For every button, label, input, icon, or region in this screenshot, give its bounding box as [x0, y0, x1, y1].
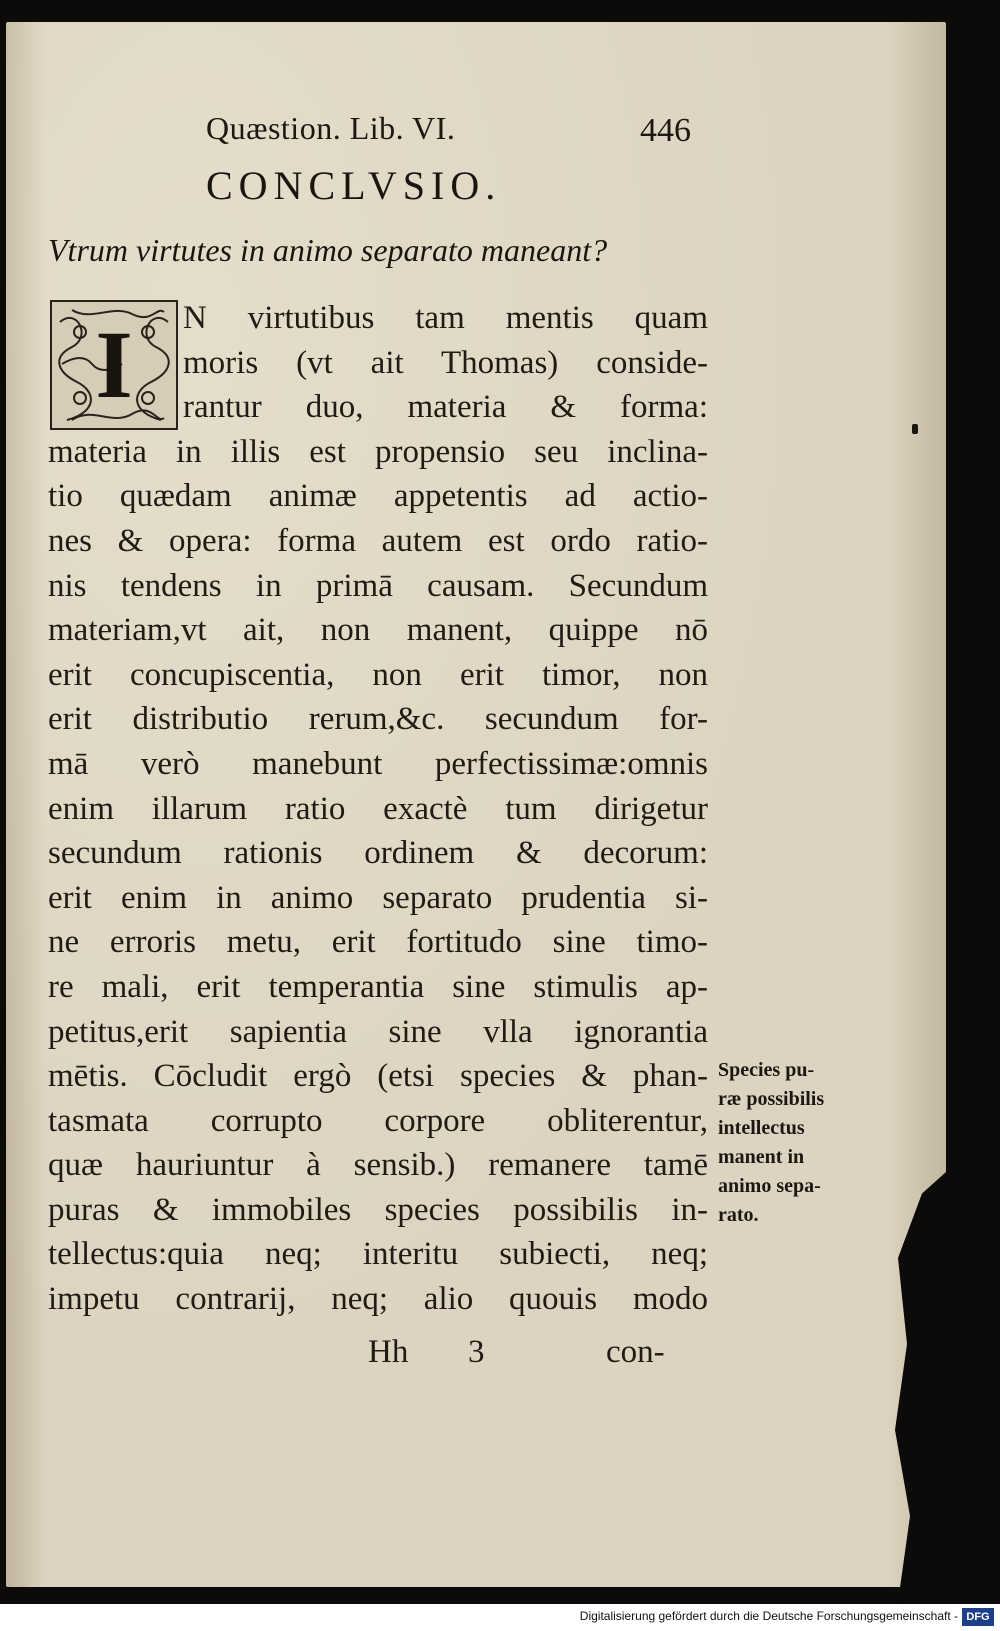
text-line: petitus,erit sapientia sine vlla ignorantia [48, 1013, 708, 1050]
page-number: 446 [640, 112, 691, 149]
text-body [48, 296, 708, 1322]
text-line: re mali, erit temperantia sine stimulis ap- [48, 968, 708, 1005]
footer-bar [0, 1604, 1000, 1631]
text-line: moris (vt ait Thomas) conside- [183, 344, 708, 381]
marginal-note-line: intellectus [718, 1117, 805, 1139]
text-line: materiam,vt ait, non manent, quippe nō [48, 612, 708, 649]
text-line: erit distributio rerum,&c. secundum for- [48, 701, 708, 738]
text-line: erit concupiscentia, non erit timor, non [48, 656, 708, 693]
text-line: tasmata corrupto corpore obliterentur, [48, 1102, 708, 1139]
text-line: mētis. Cōcludit ergò (etsi species & phan- [48, 1058, 708, 1095]
signature-mark: Hh [368, 1334, 409, 1370]
text-line: tio quædam animæ appetentis ad actio- [48, 478, 708, 515]
signature-number: 3 [468, 1334, 485, 1370]
marginal-note-line: manent in [718, 1146, 805, 1168]
text-line: materia in illis est propensio seu inclina- [48, 433, 708, 470]
marginal-note [718, 1056, 878, 1230]
text-line: mā verò manebunt perfectissimæ:omnis [48, 745, 708, 782]
marginal-note-line: rato. [718, 1204, 759, 1226]
section-heading: CONCLVSIO. [206, 163, 502, 208]
text-line: secundum rationis ordinem & decorum: [48, 835, 708, 872]
text-line: puras & immobiles species possibilis in- [48, 1191, 708, 1228]
text-line: nes & opera: forma autem est ordo ratio- [48, 522, 708, 559]
text-line: enim illarum ratio exactè tum dirigetur [48, 790, 708, 827]
torn-page-edge [886, 1172, 946, 1602]
marginal-note-line: ræ possibilis [718, 1088, 825, 1110]
catchword: con- [606, 1334, 665, 1370]
ink-spot [912, 424, 918, 434]
funding-credit: Digitalisierung gefördert durch die Deutsche Forschungsgemeinschaft - [579, 1609, 958, 1623]
question-heading: Vtrum virtutes in animo separato maneant? [48, 232, 608, 268]
text-line: N virtutibus tam mentis quam [183, 300, 708, 336]
text-line: ne erroris metu, erit fortitudo sine timo- [48, 924, 708, 961]
text-line: nis tendens in primā causam. Secundum [48, 567, 708, 604]
text-line: erit enim in animo separato prudentia si- [48, 879, 708, 916]
text-line: quæ hauriuntur à sensib.) remanere tamē [48, 1147, 708, 1184]
dfg-logo: DFG [962, 1608, 994, 1626]
marginal-note-line: animo sepa- [718, 1175, 821, 1197]
marginal-note-line: Species pu- [718, 1059, 815, 1081]
initial-letter: I [95, 311, 133, 418]
text-line: tellectus:quia neq; interitu subiecti, neq; [48, 1236, 708, 1273]
text-line: rantur duo, materia & forma: [183, 389, 708, 426]
text-line: impetu contrarij, neq; alio quouis modo [48, 1281, 708, 1318]
running-title: Quæstion. Lib. VI. [206, 110, 456, 146]
